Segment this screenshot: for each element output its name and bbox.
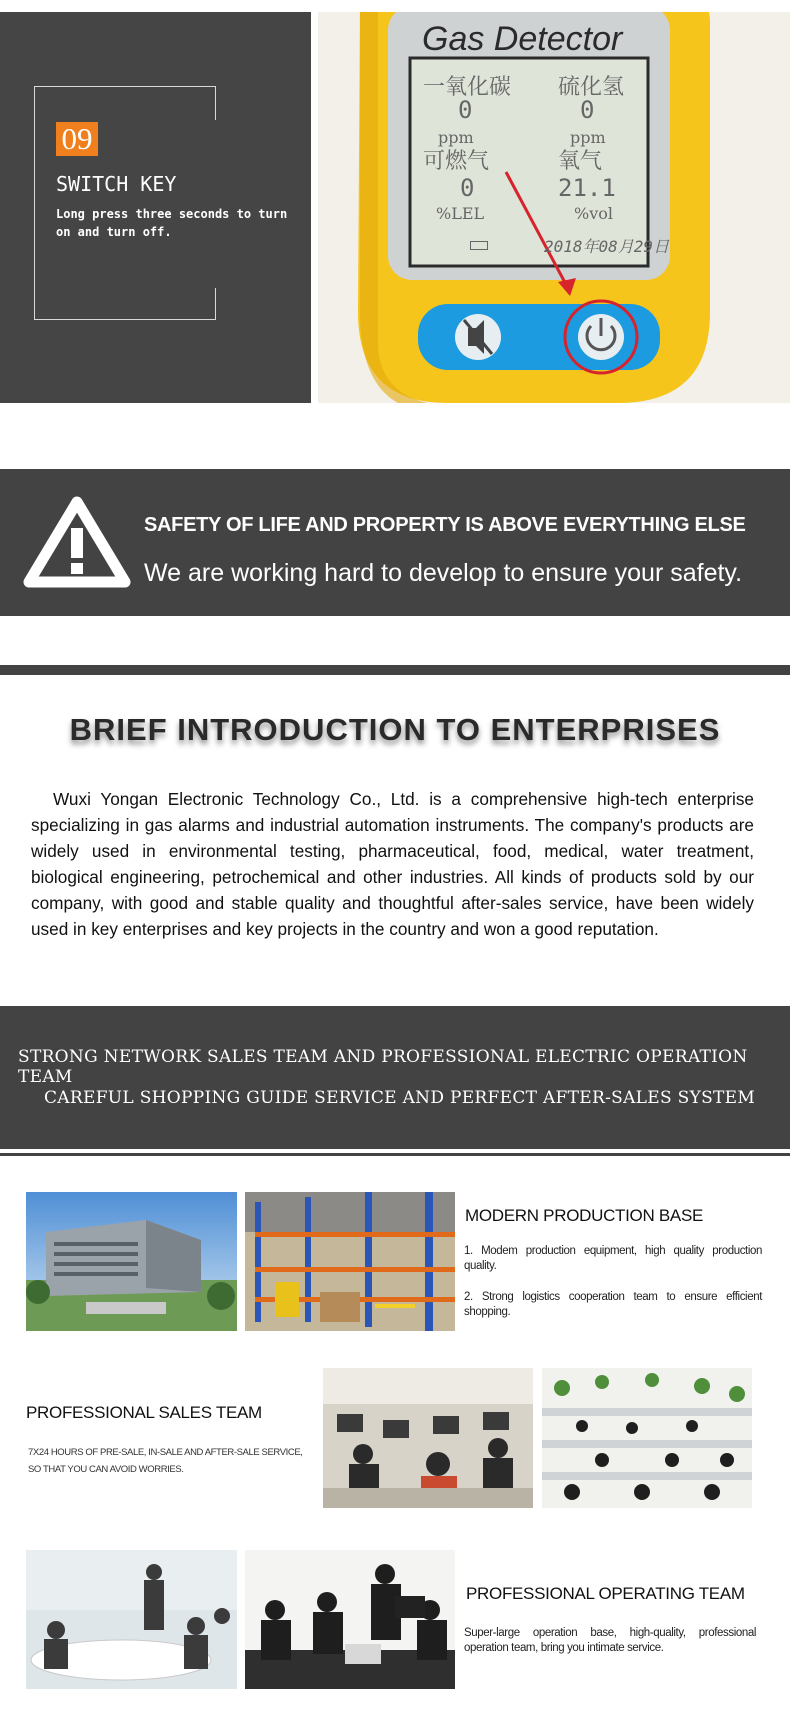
display-label: 可燃气 <box>423 148 490 173</box>
production-point: 1. Modem production equipment, high quality production quality. <box>464 1245 762 1272</box>
warehouse-photo <box>245 1192 455 1331</box>
battery-icon <box>470 241 488 250</box>
intro-body: Wuxi Yongan Electronic Technology Co., Ltd. is a comprehensive high-tech enterprise specializing in gas alarms and industrial automation instruments. The company's products are widely used in environmental testing, pharmaceutical, food, medical, water treatment, biological engineering, petrochemical and other industries. All kinds of products sold by our company, with good and stable quality and thoughtful after-sales service, have been widely used in key enterprises and key projects in the country and won a good reputation. <box>31 789 754 939</box>
gas-detector-photo <box>318 12 790 403</box>
device-brand: Gas Detector <box>422 20 623 58</box>
call-center-photo <box>542 1368 752 1508</box>
intro-title: BRIEF INTRODUCTION TO ENTERPRISES <box>69 712 721 747</box>
display-value: 0 <box>460 174 475 202</box>
sales-line: 7X24 HOURS OF PRE-SALE, IN-SALE AND AFTER-SALE SERVICE, <box>28 1447 303 1458</box>
display-label: 一氧化碳 <box>423 74 512 99</box>
sales-heading: PROFESSIONAL SALES TEAM <box>26 1403 262 1422</box>
display-value: 21.1 <box>558 174 616 202</box>
operating-body: Super-large operation base, high-quality, professional operation team, bring you intimate service. <box>464 1627 756 1654</box>
display-label: 硫化氢 <box>558 74 625 99</box>
operating-heading: PROFESSIONAL OPERATING TEAM <box>466 1584 745 1603</box>
sales-line: SO THAT YOU CAN AVOID WORRIES. <box>28 1464 184 1475</box>
meeting-room-photo <box>26 1550 237 1689</box>
step-number: 09 <box>56 122 98 156</box>
display-value: 0 <box>458 96 473 124</box>
production-point: 2. Strong logistics cooperation team to ensure efficient shopping. <box>464 1291 762 1318</box>
display-unit: %vol <box>574 204 613 223</box>
safety-heading: SAFETY OF LIFE AND PROPERTY IS ABOVE EVERYTHING ELSE <box>144 514 746 536</box>
team-banner-line: STRONG NETWORK SALES TEAM AND PROFESSIONAL ELECTRIC OPERATION TEAM <box>18 1047 748 1087</box>
display-unit: %LEL <box>436 204 485 223</box>
sales-office-photo <box>323 1368 533 1508</box>
divider-line <box>0 1153 790 1156</box>
divider-bar <box>0 665 790 675</box>
display-unit: ppm <box>438 128 474 147</box>
production-heading: MODERN PRODUCTION BASE <box>465 1206 704 1225</box>
team-meeting-photo <box>245 1550 455 1689</box>
display-unit: ppm <box>570 128 606 147</box>
step-description: Long press three seconds to turn on and turn off. <box>56 207 288 239</box>
frame-gap <box>200 120 230 288</box>
warning-icon <box>23 494 131 590</box>
display-label: 氧气 <box>558 148 603 173</box>
team-banner-line: CAREFUL SHOPPING GUIDE SERVICE AND PERFECT AFTER-SALES SYSTEM <box>44 1088 756 1108</box>
factory-building-photo <box>26 1192 237 1331</box>
display-value: 0 <box>580 96 595 124</box>
display-date: 2018年08月29日 <box>544 237 670 256</box>
step-title: SWITCH KEY <box>56 172 177 196</box>
safety-subheading: We are working hard to develop to ensure your safety. <box>144 559 743 587</box>
